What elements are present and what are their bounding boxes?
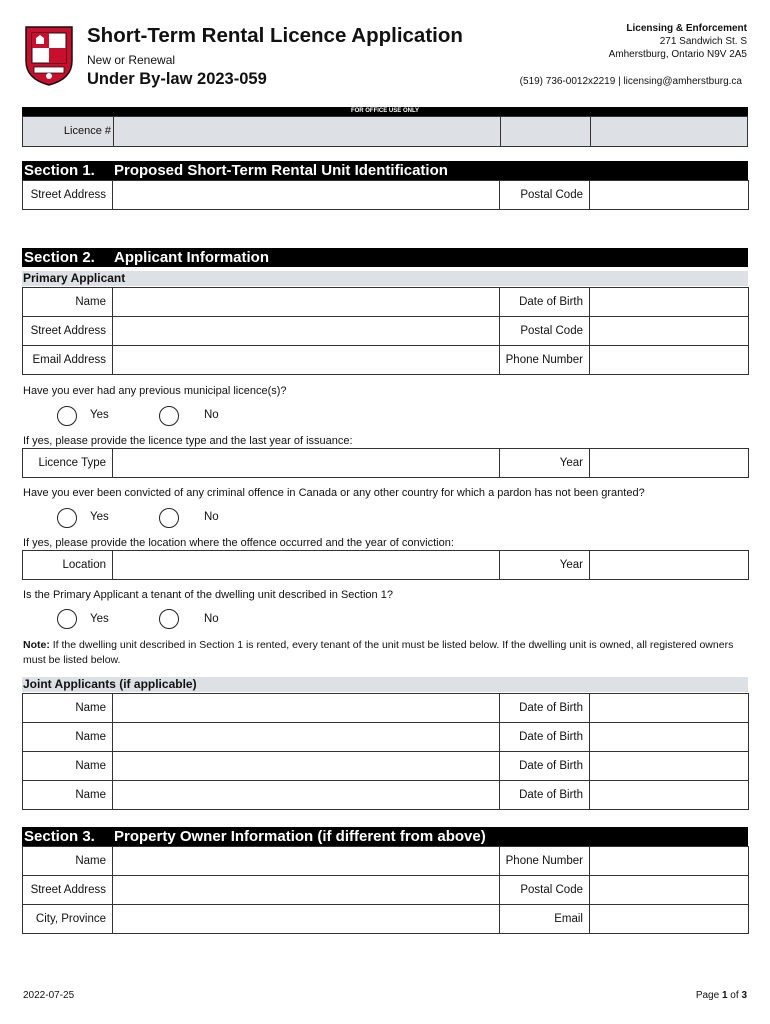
name-label: Name: [23, 781, 113, 810]
applicant-email-field[interactable]: [113, 346, 500, 375]
office-use-row: [22, 116, 748, 147]
question-criminal-offence: Have you ever been convicted of any criminal offence in Canada or any other country for which a pardon has not been granted?: [23, 487, 645, 499]
department-address: [609, 22, 747, 61]
name-label: Name: [23, 847, 113, 876]
rental-street-address-field[interactable]: [113, 181, 500, 210]
licence-type-label: Licence Type: [23, 449, 113, 478]
joint-dob-field-1[interactable]: [590, 694, 749, 723]
office-use-bar: FOR OFFICE USE ONLY: [22, 107, 748, 116]
name-label: Name: [23, 723, 113, 752]
year-label: Year: [500, 551, 590, 580]
postal-code-label: Postal Code: [500, 317, 590, 346]
q1-yes-radio[interactable]: [57, 406, 77, 426]
joint-name-field-2[interactable]: [113, 723, 500, 752]
department-name: Licensing & Enforcement: [626, 23, 747, 34]
bylaw-heading: Under By-law 2023-059: [87, 70, 267, 88]
town-crest-icon: [22, 23, 76, 87]
section-2-title: Applicant Information: [114, 249, 269, 266]
q2-yes-radio[interactable]: [57, 508, 77, 528]
offence-location-table: [22, 550, 749, 580]
footer-date: 2022-07-25: [23, 990, 75, 1001]
dob-label: Date of Birth: [500, 752, 590, 781]
q3-yes-radio[interactable]: [57, 609, 77, 629]
page-subtitle: New or Renewal: [87, 53, 176, 67]
q3-no-radio[interactable]: [159, 609, 179, 629]
table-row: [23, 694, 749, 723]
q1-yes-label: Yes: [90, 409, 109, 421]
applicant-phone-field[interactable]: [590, 346, 749, 375]
joint-dob-field-4[interactable]: [590, 781, 749, 810]
primary-applicant-heading: Primary Applicant: [22, 271, 748, 286]
offence-year-field[interactable]: [590, 551, 749, 580]
name-label: Name: [23, 288, 113, 317]
name-label: Name: [23, 694, 113, 723]
note-text: If the dwelling unit described in Section 1 is rented, every tenant of the unit must be listed below. If the dwelling unit is owned, all registered owners must be listed below.: [23, 639, 734, 666]
question-previous-licence: Have you ever had any previous municipal licence(s)?: [23, 385, 287, 397]
licence-number-label: Licence #: [63, 125, 111, 137]
owner-street-field[interactable]: [113, 876, 500, 905]
property-owner-table: [22, 846, 749, 934]
owner-city-field[interactable]: [113, 905, 500, 934]
page-title: Short-Term Rental Licence Application: [87, 24, 463, 47]
office-field-2[interactable]: [500, 117, 591, 146]
section-3-title: Property Owner Information (if different from above): [114, 828, 486, 845]
q2-yes-label: Yes: [90, 511, 109, 523]
email-label: Email: [500, 905, 590, 934]
office-field-3[interactable]: [590, 117, 748, 146]
city-province-label: City, Province: [23, 905, 113, 934]
applicant-dob-field[interactable]: [590, 288, 749, 317]
primary-applicant-table: [22, 287, 749, 375]
phone-label: Phone Number: [500, 847, 590, 876]
location-label: Location: [23, 551, 113, 580]
dob-label: Date of Birth: [500, 723, 590, 752]
q2-followup: If yes, please provide the location where the offence occurred and the year of conviction:: [23, 537, 454, 549]
applicant-street-field[interactable]: [113, 317, 500, 346]
joint-dob-field-2[interactable]: [590, 723, 749, 752]
address-line-1: 271 Sandwich St. S: [659, 36, 747, 47]
phone-label: Phone Number: [500, 346, 590, 375]
licence-year-field[interactable]: [590, 449, 749, 478]
applicant-name-field[interactable]: [113, 288, 500, 317]
joint-dob-field-3[interactable]: [590, 752, 749, 781]
section-1-header: [22, 161, 748, 180]
table-row: [23, 723, 749, 752]
postal-code-label: Postal Code: [500, 181, 590, 210]
name-label: Name: [23, 752, 113, 781]
table-row: [23, 752, 749, 781]
dob-label: Date of Birth: [500, 288, 590, 317]
section-1-number: Section 1.: [24, 162, 95, 179]
joint-applicants-table: [22, 693, 749, 810]
owner-email-field[interactable]: [590, 905, 749, 934]
contact-info: (519) 736-0012x2219 | licensing@amherstburg.ca: [519, 76, 742, 87]
page-number: Page 1 of 3: [695, 990, 747, 1001]
section-2-number: Section 2.: [24, 249, 95, 266]
section-2-header: [22, 248, 748, 267]
owner-phone-field[interactable]: [590, 847, 749, 876]
licence-type-table: [22, 448, 749, 478]
note-label: Note:: [23, 639, 50, 651]
street-address-label: Street Address: [23, 317, 113, 346]
q2-no-radio[interactable]: [159, 508, 179, 528]
address-line-2: Amherstburg, Ontario N9V 2A5: [608, 49, 747, 60]
q1-no-radio[interactable]: [159, 406, 179, 426]
dob-label: Date of Birth: [500, 694, 590, 723]
table-row: [23, 781, 749, 810]
offence-location-field[interactable]: [113, 551, 500, 580]
rental-postal-code-field[interactable]: [590, 181, 749, 210]
q1-no-label: No: [204, 409, 219, 421]
joint-name-field-1[interactable]: [113, 694, 500, 723]
joint-applicants-heading: Joint Applicants (if applicable): [22, 677, 748, 692]
tenant-note: [23, 638, 743, 668]
q3-yes-label: Yes: [90, 613, 109, 625]
section-3-header: [22, 827, 748, 846]
q3-no-label: No: [204, 613, 219, 625]
joint-name-field-4[interactable]: [113, 781, 500, 810]
street-address-label: Street Address: [23, 181, 113, 210]
owner-name-field[interactable]: [113, 847, 500, 876]
section-1-title: Proposed Short-Term Rental Unit Identification: [114, 162, 448, 179]
dob-label: Date of Birth: [500, 781, 590, 810]
question-tenant: Is the Primary Applicant a tenant of the dwelling unit described in Section 1?: [23, 589, 393, 601]
applicant-postal-field[interactable]: [590, 317, 749, 346]
section-3-number: Section 3.: [24, 828, 95, 845]
licence-number-field[interactable]: [113, 117, 500, 146]
postal-code-label: Postal Code: [500, 876, 590, 905]
street-address-label: Street Address: [23, 876, 113, 905]
year-label: Year: [500, 449, 590, 478]
joint-name-field-3[interactable]: [113, 752, 500, 781]
owner-postal-field[interactable]: [590, 876, 749, 905]
section-1-table: [22, 180, 749, 210]
q2-no-label: No: [204, 511, 219, 523]
q1-followup: If yes, please provide the licence type and the last year of issuance:: [23, 435, 353, 447]
licence-type-field[interactable]: [113, 449, 500, 478]
email-label: Email Address: [23, 346, 113, 375]
